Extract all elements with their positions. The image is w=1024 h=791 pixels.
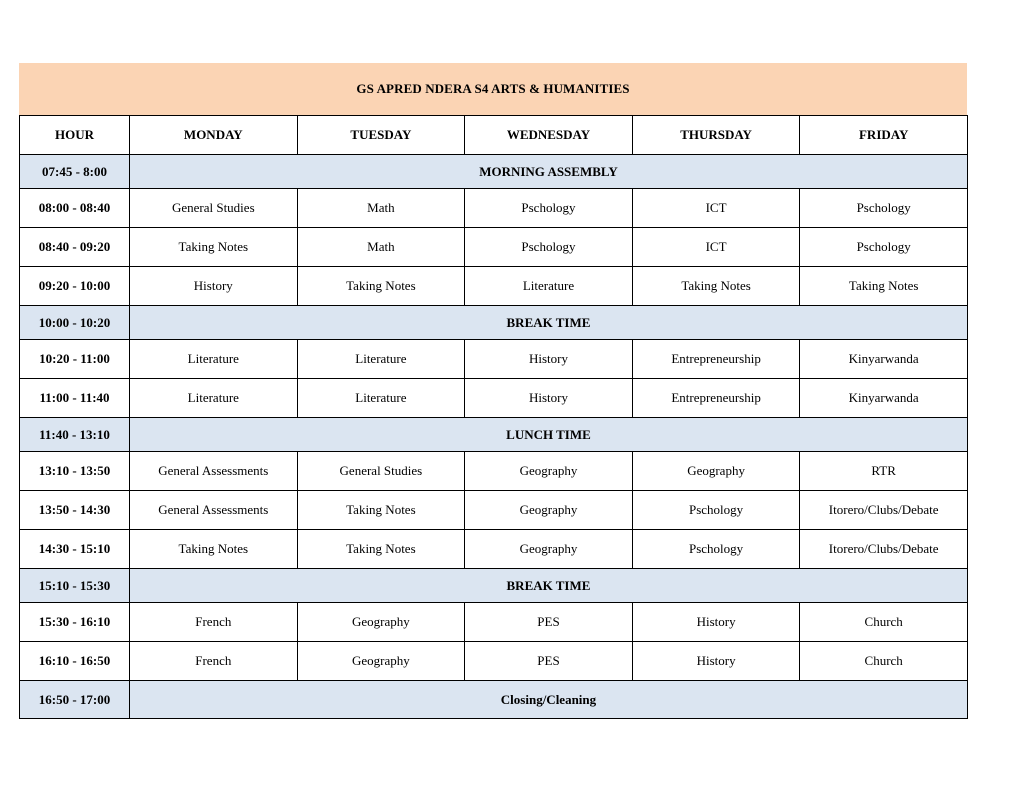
subject-cell: Church xyxy=(800,603,968,642)
subject-cell: Geography xyxy=(297,642,465,681)
subject-cell: History xyxy=(465,379,633,418)
break-label: BREAK TIME xyxy=(130,306,968,340)
hour-cell: 16:10 - 16:50 xyxy=(20,642,130,681)
subject-cell: Pschology xyxy=(465,189,633,228)
hour-cell: 10:20 - 11:00 xyxy=(20,340,130,379)
subject-cell: Literature xyxy=(130,340,298,379)
subject-cell: Pschology xyxy=(632,530,800,569)
table-row xyxy=(20,379,968,418)
hour-cell: 13:50 - 14:30 xyxy=(20,491,130,530)
subject-cell: ICT xyxy=(632,189,800,228)
subject-cell: ICT xyxy=(632,228,800,267)
timetable-title: GS APRED NDERA S4 ARTS & HUMANITIES xyxy=(19,63,967,115)
table-row xyxy=(20,228,968,267)
period-break-row xyxy=(20,681,968,719)
table-row xyxy=(20,491,968,530)
subject-cell: French xyxy=(130,603,298,642)
table-row xyxy=(20,189,968,228)
hour-cell: 11:40 - 13:10 xyxy=(20,418,130,452)
subject-cell: History xyxy=(632,642,800,681)
break-label: MORNING ASSEMBLY xyxy=(130,155,968,189)
subject-cell: Church xyxy=(800,642,968,681)
hour-cell: 10:00 - 10:20 xyxy=(20,306,130,340)
subject-cell: Literature xyxy=(465,267,633,306)
timetable-body xyxy=(20,155,968,719)
hour-cell: 07:45 - 8:00 xyxy=(20,155,130,189)
header-row xyxy=(20,116,968,155)
period-break-row xyxy=(20,155,968,189)
subject-cell: French xyxy=(130,642,298,681)
subject-cell: Pschology xyxy=(800,228,968,267)
column-header-friday: FRIDAY xyxy=(800,116,968,155)
subject-cell: General Assessments xyxy=(130,452,298,491)
subject-cell: Pschology xyxy=(465,228,633,267)
table-row xyxy=(20,530,968,569)
timetable-sheet xyxy=(19,63,967,719)
subject-cell: History xyxy=(130,267,298,306)
subject-cell: Taking Notes xyxy=(297,530,465,569)
hour-cell: 14:30 - 15:10 xyxy=(20,530,130,569)
hour-cell: 16:50 - 17:00 xyxy=(20,681,130,719)
subject-cell: Math xyxy=(297,228,465,267)
subject-cell: Itorero/Clubs/Debate xyxy=(800,530,968,569)
subject-cell: Literature xyxy=(297,340,465,379)
subject-cell: General Studies xyxy=(297,452,465,491)
subject-cell: Literature xyxy=(297,379,465,418)
hour-cell: 09:20 - 10:00 xyxy=(20,267,130,306)
column-header-monday: MONDAY xyxy=(130,116,298,155)
subject-cell: Taking Notes xyxy=(130,530,298,569)
table-row xyxy=(20,452,968,491)
column-header-tuesday: TUESDAY xyxy=(297,116,465,155)
subject-cell: Taking Notes xyxy=(800,267,968,306)
subject-cell: RTR xyxy=(800,452,968,491)
subject-cell: Taking Notes xyxy=(297,491,465,530)
subject-cell: Geography xyxy=(465,530,633,569)
table-row xyxy=(20,267,968,306)
period-break-row xyxy=(20,569,968,603)
subject-cell: Geography xyxy=(465,452,633,491)
subject-cell: Itorero/Clubs/Debate xyxy=(800,491,968,530)
table-row xyxy=(20,340,968,379)
hour-cell: 11:00 - 11:40 xyxy=(20,379,130,418)
subject-cell: General Studies xyxy=(130,189,298,228)
break-label: Closing/Cleaning xyxy=(130,681,968,719)
period-break-row xyxy=(20,306,968,340)
subject-cell: General Assessments xyxy=(130,491,298,530)
timetable xyxy=(19,115,968,719)
subject-cell: PES xyxy=(465,603,633,642)
column-header-hour: HOUR xyxy=(20,116,130,155)
break-label: LUNCH TIME xyxy=(130,418,968,452)
subject-cell: Entrepreneurship xyxy=(632,340,800,379)
subject-cell: Geography xyxy=(297,603,465,642)
column-header-thursday: THURSDAY xyxy=(632,116,800,155)
subject-cell: Math xyxy=(297,189,465,228)
hour-cell: 08:00 - 08:40 xyxy=(20,189,130,228)
subject-cell: Taking Notes xyxy=(297,267,465,306)
subject-cell: Pschology xyxy=(800,189,968,228)
hour-cell: 08:40 - 09:20 xyxy=(20,228,130,267)
subject-cell: History xyxy=(465,340,633,379)
column-header-wednesday: WEDNESDAY xyxy=(465,116,633,155)
table-row xyxy=(20,603,968,642)
subject-cell: Taking Notes xyxy=(632,267,800,306)
subject-cell: Kinyarwanda xyxy=(800,340,968,379)
table-row xyxy=(20,642,968,681)
hour-cell: 13:10 - 13:50 xyxy=(20,452,130,491)
subject-cell: PES xyxy=(465,642,633,681)
subject-cell: History xyxy=(632,603,800,642)
subject-cell: Kinyarwanda xyxy=(800,379,968,418)
subject-cell: Geography xyxy=(465,491,633,530)
subject-cell: Entrepreneurship xyxy=(632,379,800,418)
hour-cell: 15:10 - 15:30 xyxy=(20,569,130,603)
subject-cell: Literature xyxy=(130,379,298,418)
subject-cell: Pschology xyxy=(632,491,800,530)
subject-cell: Geography xyxy=(632,452,800,491)
subject-cell: Taking Notes xyxy=(130,228,298,267)
period-break-row xyxy=(20,418,968,452)
break-label: BREAK TIME xyxy=(130,569,968,603)
hour-cell: 15:30 - 16:10 xyxy=(20,603,130,642)
